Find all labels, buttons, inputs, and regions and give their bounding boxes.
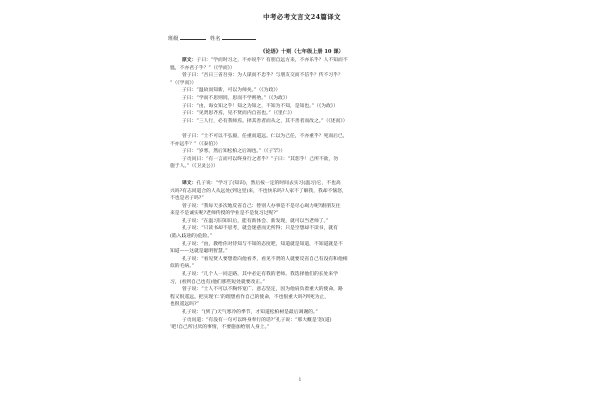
- original-line: 施于人。”（《卫灵公》）: [170, 164, 219, 170]
- original-line: 子贡问曰：“有一言而可以终身行之者乎？”子曰：“其恕乎！己所不欲，勿: [182, 156, 339, 162]
- page-number: 1: [298, 378, 302, 383]
- original-line: 愠，不亦君子乎？”（《学而》）: [170, 65, 235, 71]
- translation-line: 知道——这就是聪明智慧。”: [170, 249, 228, 255]
- translation-label: 译文：: [182, 179, 197, 186]
- name-blank: [222, 35, 256, 40]
- original-line: 子曰：“学而不思则罔，思而不学则殆。”（《为政》）: [182, 95, 291, 101]
- document-title: 中考必考文言文24篇译文: [263, 13, 341, 21]
- original-line-text: 子曰：“学而时习之，不亦说乎？有朋自远方来，不亦乐乎？人不知而不: [196, 58, 348, 63]
- original-line: 曾子曰：“吾日三省吾身：为人谋而不忠乎？与朋友交而不信乎？传不习乎？: [182, 73, 343, 79]
- translation-line: 孔子说：“只读书却不思考，就会迷惑而无所得；只是空想却不读书，就有: [182, 226, 338, 232]
- original-line: 不亦远乎？”（《泰伯》）: [170, 141, 221, 147]
- original-line: 子曰：“由，诲女知之乎！知之为知之，不知为不知，是知也。”（《为政》）: [182, 103, 339, 109]
- student-info-row: [168, 35, 436, 42]
- translation-line: 孔子说：“看见贤人要想着向他看齐，看见不贤的人就要反省自己有没有和他相: [182, 256, 348, 262]
- translation-first-line: [168, 180, 436, 188]
- class-blank: [180, 35, 206, 40]
- translation-line: 孔子说：“由，教给你对待知与不知的态度吧，知道就是知道，不知道就是不: [182, 241, 343, 247]
- class-label: 班级: [168, 36, 179, 42]
- translation-line: 习，(看到自己也有)他们那些短处就要改正。”: [170, 279, 265, 285]
- document: [168, 12, 436, 392]
- translation-line: 来是不是诚实呢?老师传授的学业是不是复习过呢?”: [170, 211, 279, 217]
- translation-line: (陷入歧途的)危险。”: [170, 234, 213, 240]
- translation-line: 曾子说：“士人不可以不胸怀宽广、意志坚定，因为他肩负着重大的使命，路: [182, 287, 343, 293]
- translation-line: ’吧!自己所讨厌的事情，不要施加给别人身上。”: [170, 325, 270, 331]
- translation-line: 孔子说：“(到了)天气寒冷的季节，才知道松柏树是最后凋谢的。”: [182, 310, 318, 315]
- original-line: 子曰：“岁寒，然后知松柏之后凋也。”（《子罕》）: [182, 149, 286, 155]
- translation-line: 孔子说：“几个人一同走路，其中必定有我的老师。我选择他们的长处来学: [182, 272, 338, 278]
- translation-first-text: 孔子说：“学习了(知识)，然后按一定的时间去实习(温习)它，不也高: [196, 180, 341, 186]
- section-gap: [168, 171, 436, 180]
- translation-line: 兴吗?有志同道合的人从远处(到这里)来，不也快乐吗?人家不了解我，我却不恼怒，: [170, 188, 347, 194]
- original-line: [168, 57, 436, 65]
- original-text-block: [168, 57, 436, 171]
- translation-line: 不也是君子吗?”: [170, 196, 204, 202]
- original-line: 子曰：“温故而知新，可以为师矣。”（《为政》）: [182, 88, 281, 94]
- translation-line: 子贡问道：“有没有一句可以终身奉行的话?”孔子说：“那大概是‘恕(道): [182, 317, 332, 323]
- translation-line: 孔子说：“在温习旧知识后，能有新体会、新发现，就可以当老师了。”: [182, 218, 329, 224]
- original-line: ”（《学而》）: [170, 80, 197, 86]
- translation-line: 也很遥远吗?”: [170, 302, 200, 308]
- original-line: 曾子曰：“士不可以不弘毅，任重而道远。仁以为己任，不亦重乎？死而后已，: [182, 133, 348, 139]
- original-line: 子曰：“见贤思齐焉，见不贤而内自省也。”（《里仁》）: [182, 111, 295, 117]
- section-title: 《论语》十则（七年级上册 10 课）: [260, 49, 344, 55]
- translation-line: 似的毛病。”: [170, 264, 195, 270]
- translation-text-block: [168, 188, 436, 332]
- original-line: [168, 125, 436, 133]
- translation-line: 曾子说：“我每天多次地反省自己：替别人办事是不是尽心竭力呢?跟朋友往: [182, 203, 341, 209]
- original-label: 原文：: [182, 57, 197, 63]
- original-line: 子曰：“三人行，必有我师焉。择其善者而从之，其不善者而改之。”（《述而》）: [182, 118, 348, 124]
- translation-line: 程又很遥远。把实现‘仁’的理想看作自己的使命，不也很重大吗?到死为止，: [170, 294, 330, 300]
- name-label: 姓名: [210, 36, 221, 42]
